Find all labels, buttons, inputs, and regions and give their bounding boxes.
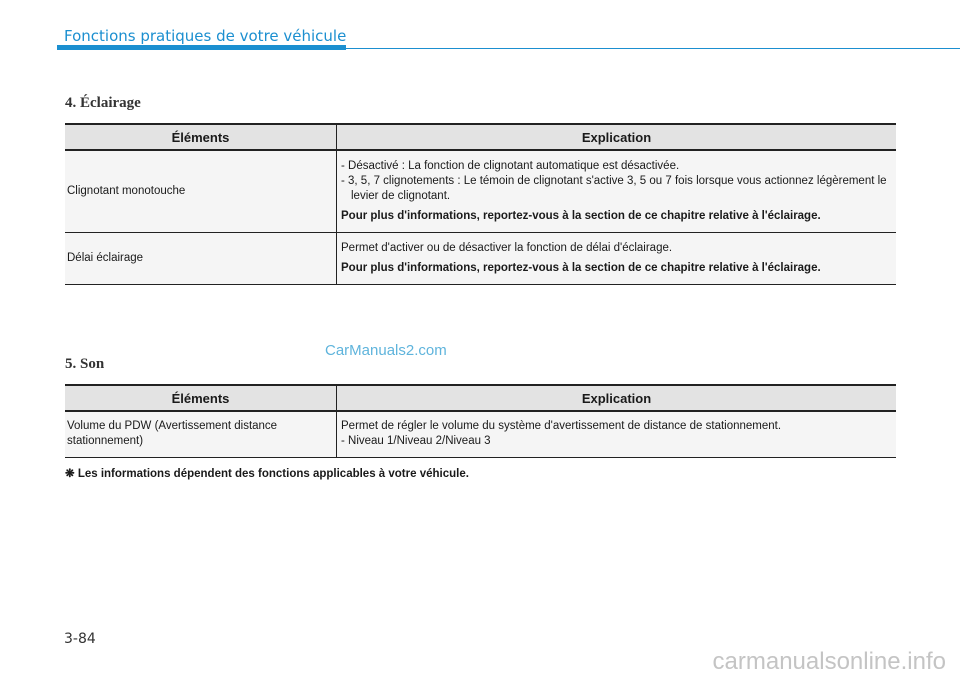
header-rule-thick	[57, 45, 346, 50]
row-explication	[337, 150, 897, 232]
row-explication	[337, 232, 897, 284]
reference-note: Pour plus d'informations, reportez-vous à la section de ce chapitre relative à l'éclairage.	[341, 209, 821, 222]
reference-note: Pour plus d'informations, reportez-vous à la section de ce chapitre relative à l'éclairage.	[341, 261, 821, 274]
header-rule-thin	[346, 48, 960, 49]
section-heading-son: 5. Son	[65, 356, 105, 372]
explication-line: - Désactivé : La fonction de clignotant automatique est désactivée.	[341, 159, 680, 172]
column-header-elements: Éléments	[65, 385, 337, 411]
page-number: 3-84	[64, 631, 96, 647]
row-explication	[337, 411, 897, 457]
footnote: ❋ Les informations dépendent des fonctions applicables à votre véhicule.	[65, 468, 469, 480]
son-table	[65, 384, 896, 458]
table-row	[65, 411, 896, 457]
section-heading-eclairage: 4. Éclairage	[65, 95, 141, 111]
watermark-text: CarManuals2.com	[325, 342, 447, 359]
explication-line: Permet d'activer ou de désactiver la fonction de délai d'éclairage.	[341, 241, 673, 254]
row-item: Délai éclairage	[65, 232, 337, 284]
table-row	[65, 232, 896, 284]
footer-watermark: carmanualsonline.info	[712, 648, 946, 675]
row-item: Volume du PDW (Avertissement distance stationnement)	[65, 411, 337, 457]
column-header-explication: Explication	[337, 124, 897, 150]
explication-line: - Niveau 1/Niveau 2/Niveau 3	[341, 435, 491, 448]
column-header-explication: Explication	[337, 385, 897, 411]
row-item: Clignotant monotouche	[65, 150, 337, 232]
header-title: Fonctions pratiques de votre véhicule	[64, 27, 347, 45]
table-row	[65, 150, 896, 232]
column-header-elements: Éléments	[65, 124, 337, 150]
eclairage-table	[65, 123, 896, 285]
explication-line: - 3, 5, 7 clignotements : Le témoin de clignotant s'active 3, 5 ou 7 fois lorsque vous actionnez légèrement le levier de clignotant.	[341, 174, 887, 202]
explication-line: Permet de régler le volume du système d'avertissement de distance de stationnement.	[341, 420, 782, 433]
